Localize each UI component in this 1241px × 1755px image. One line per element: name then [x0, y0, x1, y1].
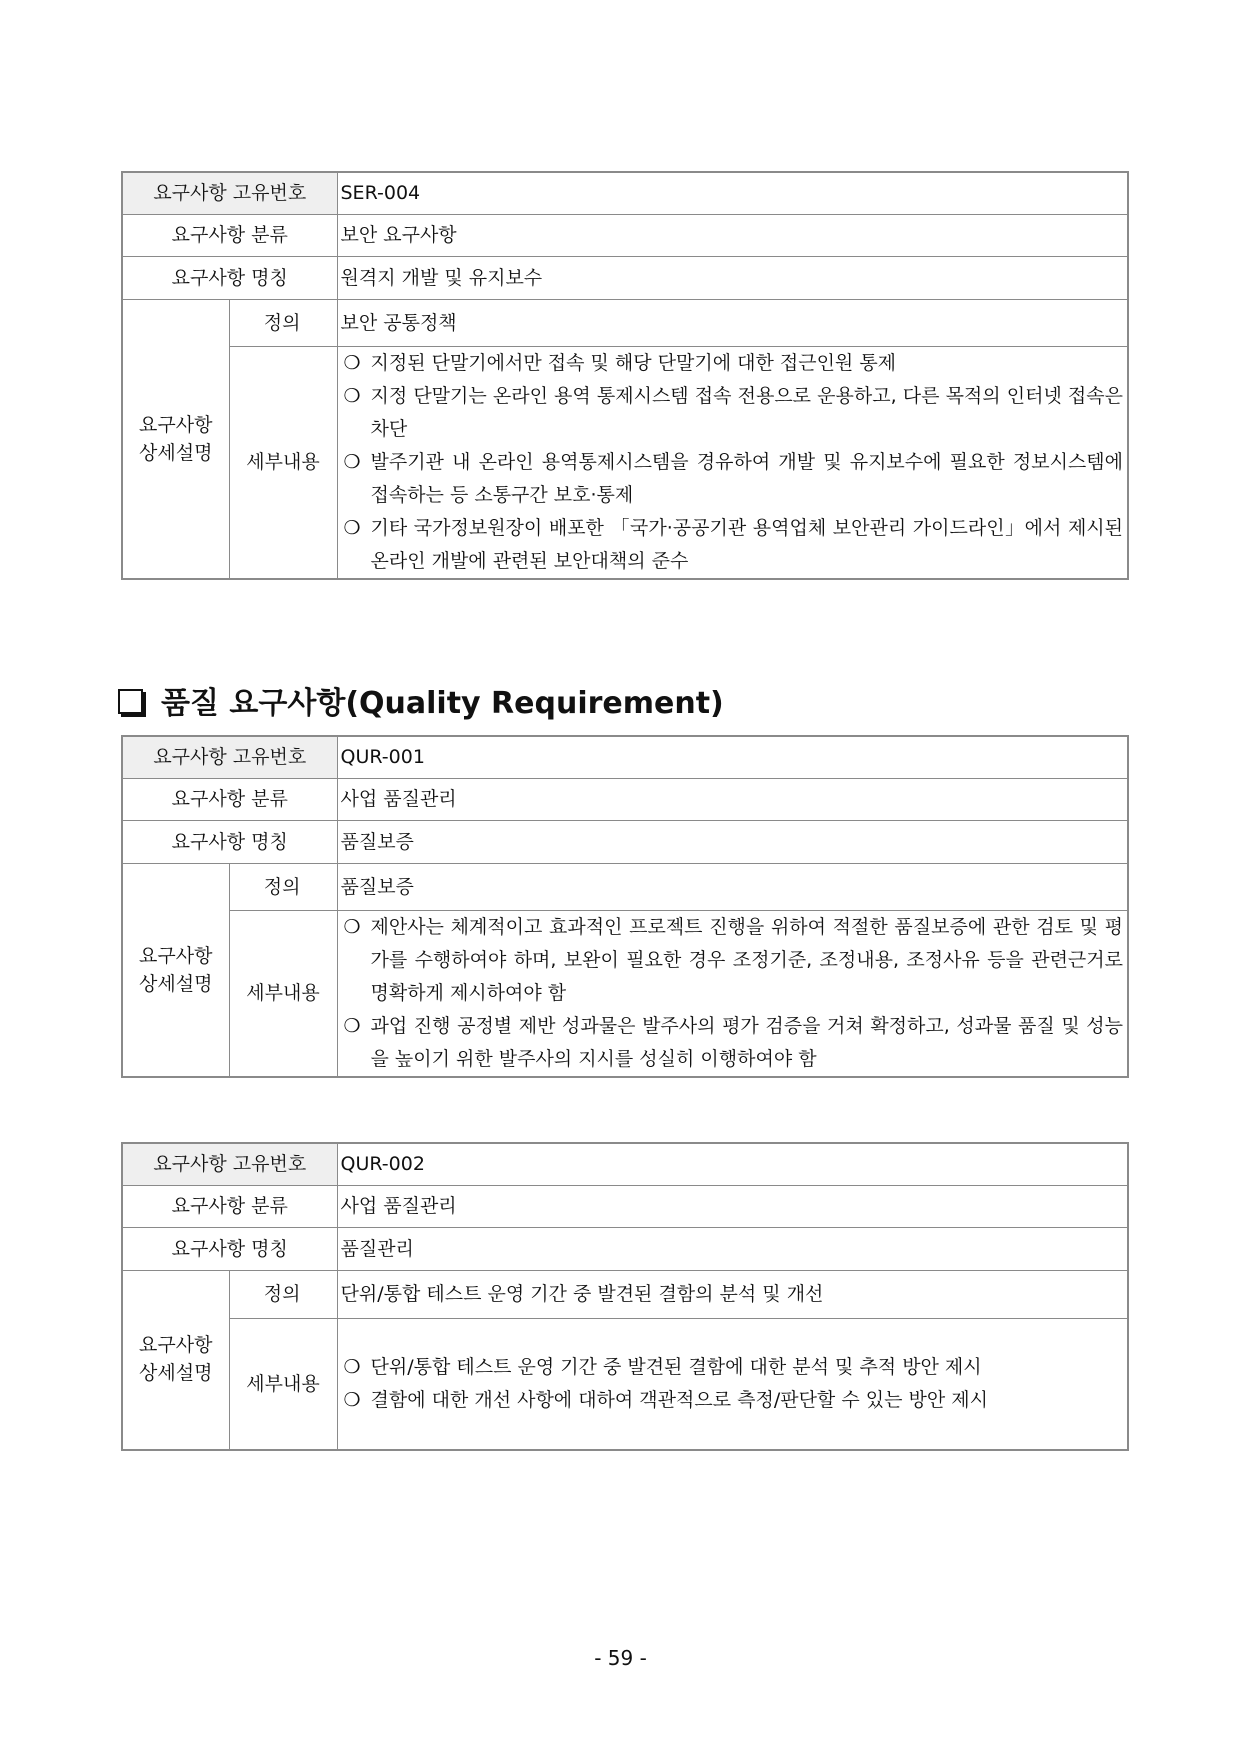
id-value: QUR-002 [337, 1143, 1128, 1185]
list-item: ❍ 지정 단말기는 온라인 용역 통제시스템 접속 전용으로 운용하고, 다른 목적의 인터넷 접속은 차단 [341, 380, 1124, 446]
circle-bullet-icon: ❍ [343, 1388, 361, 1411]
id-label: 요구사항 고유번호 [122, 736, 337, 778]
circle-bullet-icon: ❍ [343, 450, 361, 473]
id-value: SER-004 [337, 172, 1128, 214]
detail-label-text: 요구사항 상세설명 [139, 1333, 213, 1384]
bullet-list [341, 911, 1124, 1076]
circle-bullet-icon: ❍ [343, 1355, 361, 1378]
name-value: 품질보증 [337, 820, 1128, 863]
list-item: ❍ 과업 진행 공정별 제반 성과물은 발주사의 평가 검증을 거쳐 확정하고, 성과물 품질 및 성능을 높이기 위한 발주사의 지시를 성실히 이행하여야 함 [341, 1010, 1124, 1076]
id-value: QUR-001 [337, 736, 1128, 778]
name-value: 품질관리 [337, 1227, 1128, 1270]
detail-label-text: 요구사항 상세설명 [139, 413, 213, 464]
detail-label [122, 1270, 229, 1450]
list-item: ❍ 발주기관 내 온라인 용역통제시스템을 경유하여 개발 및 유지보수에 필요한 정보시스템에 접속하는 등 소통구간 보호·통제 [341, 446, 1124, 512]
list-item: ❍ 결함에 대한 개선 사항에 대하여 객관적으로 측정/판단할 수 있는 방안 제시 [341, 1384, 1124, 1417]
list-item: ❍ 제안사는 체계적이고 효과적인 프로젝트 진행을 위하여 적절한 품질보증에 관한 검토 및 평가를 수행하여야 하며, 보완이 필요한 경우 조정기준, 조정내용, 조정사유 등을 관련근거로 명확하게 제시하여야 함 [341, 911, 1124, 1010]
page-number: - 59 - [594, 1646, 647, 1670]
definition-value: 보안 공통정책 [337, 299, 1128, 346]
circle-bullet-icon: ❍ [343, 351, 361, 374]
category-value: 보안 요구사항 [337, 214, 1128, 256]
definition-label: 정의 [229, 863, 337, 910]
list-item: ❍ 단위/통합 테스트 운영 기간 중 발견된 결함에 대한 분석 및 추적 방안 제시 [341, 1351, 1124, 1384]
requirement-table-ser-004 [121, 171, 1129, 580]
name-label: 요구사항 명칭 [122, 1227, 337, 1270]
definition-label: 정의 [229, 299, 337, 346]
circle-bullet-icon: ❍ [343, 1014, 361, 1037]
category-value: 사업 품질관리 [337, 778, 1128, 820]
bullet-list [341, 347, 1124, 578]
definition-value: 단위/통합 테스트 운영 기간 중 발견된 결함의 분석 및 개선 [337, 1270, 1128, 1318]
definition-value: 품질보증 [337, 863, 1128, 910]
category-label: 요구사항 분류 [122, 1185, 337, 1227]
id-label: 요구사항 고유번호 [122, 1143, 337, 1185]
section-heading [118, 680, 724, 720]
section-heading-text: 품질 요구사항(Quality Requirement) [161, 686, 724, 721]
id-label: 요구사항 고유번호 [122, 172, 337, 214]
list-item: ❍ 기타 국가정보원장이 배포한 「국가·공공기관 용역업체 보안관리 가이드라인」에서 제시된 온라인 개발에 관련된 보안대책의 준수 [341, 512, 1124, 578]
name-label: 요구사항 명칭 [122, 256, 337, 299]
circle-bullet-icon: ❍ [343, 384, 361, 407]
name-value: 원격지 개발 및 유지보수 [337, 256, 1128, 299]
name-label: 요구사항 명칭 [122, 820, 337, 863]
category-label: 요구사항 분류 [122, 778, 337, 820]
content-value [337, 910, 1128, 1077]
bullet-list [341, 1351, 1124, 1417]
requirement-table-qur-002 [121, 1142, 1129, 1451]
circle-bullet-icon: ❍ [343, 915, 361, 938]
requirement-table-qur-001 [121, 735, 1129, 1078]
content-label: 세부내용 [229, 346, 337, 579]
content-value [337, 346, 1128, 579]
list-item: ❍ 지정된 단말기에서만 접속 및 해당 단말기에 대한 접근인원 통제 [341, 347, 1124, 380]
detail-label [122, 299, 229, 579]
circle-bullet-icon: ❍ [343, 516, 361, 539]
category-value: 사업 품질관리 [337, 1185, 1128, 1227]
content-value [337, 1318, 1128, 1450]
category-label: 요구사항 분류 [122, 214, 337, 256]
detail-label [122, 863, 229, 1077]
detail-label-text: 요구사항 상세설명 [139, 944, 213, 995]
content-label: 세부내용 [229, 1318, 337, 1450]
content-label: 세부내용 [229, 910, 337, 1077]
checkbox-icon [118, 689, 143, 714]
definition-label: 정의 [229, 1270, 337, 1318]
